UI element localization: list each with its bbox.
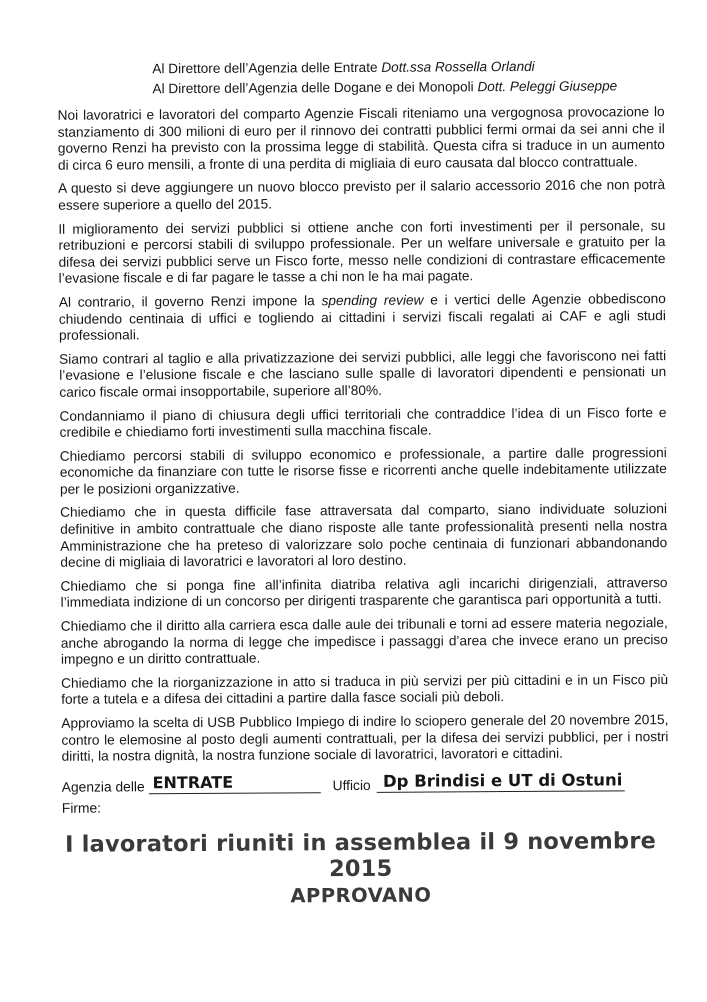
- spending-review-term: spending review: [321, 292, 424, 309]
- office-label: Ufficio: [332, 777, 371, 793]
- banner-approvano: APPROVANO: [290, 883, 432, 908]
- paragraph-diritto-carriera: Chiediamo che il diritto alla carriera esca dalle aule dei tribunali e torni ad essere materia negoziale, anche abrogando la norma di legge che impedisce i passaggi d’area che invece erano un preciso impegno e un diritto contrattuale.: [60, 615, 668, 668]
- addressee-dogane: [152, 76, 664, 99]
- office-field[interactable]: Dp Brindisi e UT di Ostuni: [377, 771, 625, 793]
- addressee-dogane-title: Al Direttore dell’Agenzia delle Dogane e dei Monopoli: [152, 79, 478, 97]
- paragraph-soluzioni-contrattuali: Chiediamo che in questa difficile fase attraversata dal comparto, siano individuate soluzioni definitive in ambito contrattuale che diano risposte alle tante professionalità presenti nella nostra Amministrazione che ha preteso di valorizzare solo poche centinaia di funzionari abbandonando decine di migliaia di lavoratrici e lavoratori al loro destino.: [60, 501, 668, 571]
- paragraph-spending-review: [59, 291, 666, 344]
- spending-review-post: e i vertici delle Agenzie obbediscono chiudendo centinaia di uffici e togliendo ai cittadini i servizi fiscali regalati ai CAF e agli studi professionali.: [58, 291, 666, 343]
- spending-review-pre: Al contrario, il governo Renzi impone la: [58, 293, 322, 310]
- addressee-entrate-title: Al Direttore dell’Agenzia delle Entrate: [152, 59, 382, 77]
- paragraph-sciopero-generale: Approviamo la scelta di USB Pubblico Impiego di indire lo sciopero generale del 20 novembre 2015, contro le elemosine al posto degli aumenti contrattuali, per la difesa dei servizi pubblici, per i nostri diritti, la nostra dignità, la nostra funzione sociale di lavoratrici, lavoratori e cittadini.: [61, 712, 669, 764]
- approval-banner: [52, 828, 669, 909]
- paragraph-chiusura-uffici: Condanniamo il piano di chiusura degli uffici territoriali che contraddice l’idea di un Fisco forte e credibile e chiediamo forti investimenti sulla macchina fiscale.: [59, 404, 667, 440]
- paragraph-provocazione: Noi lavoratrici e lavoratori del comparto Agenzie Fiscali riteniamo una vergognosa provocazione lo stanziamento di 300 milioni di euro per il rinnovo dei contratti pubblici fermi ormai da sei anni che il governo Renzi ha previsto con la prossima legge di stabilità. Questa cifra si traduce in un aumento di circa 6 euro mensili, a fronte di una perdita di migliaia di euro causata dal blocco contrattuale.: [57, 104, 665, 173]
- agency-field[interactable]: ENTRATE: [149, 773, 321, 794]
- paragraph-salario-accessorio: A questo si deve aggiungere un nuovo blocco previsto per il salario accessorio 2016 che non potrà essere superiore a quello del 2015.: [58, 177, 666, 213]
- paragraph-sviluppo-professionale: Chiediamo percorsi stabili di sviluppo economico e professionale, a partire dalle progressioni economiche da finanziare con tutte le risorse fisse e ricorrenti anche quelle indebitamente utilizzate per le posizioni organizzative.: [59, 444, 667, 497]
- addressees-block: [152, 56, 664, 99]
- addressee-dogane-name: Dott. Peleggi Giuseppe: [477, 78, 618, 95]
- agency-label: Agenzia delle: [61, 779, 145, 795]
- paragraph-servizi-pubblici: Il miglioramento dei servizi pubblici si ottiene anche con forti investimenti per il personale, su retribuzioni e percorsi stabili di sviluppo professionale. Per un welfare universale e gratuito per la difesa dei servizi pubblici serve un Fisco forte, messo nelle condizioni di contrastare efficacemente l’evasione fiscale e di far pagare le tasse a chi non le ha mai pagate.: [58, 217, 666, 287]
- signatures-label: Firme:: [61, 800, 102, 816]
- paragraph-incarichi-dirigenziali: Chiediamo che si ponga fine all’infinita diatriba relativa agli incarichi dirigenziali, attraverso l’immediata indizione di un concorso per dirigenti trasparente che garantisca pari opportunità a tutti.: [60, 574, 668, 611]
- banner-assembly-line: I lavoratori riuniti in assemblea il 9 novembre 2015: [65, 827, 657, 882]
- paragraph-riorganizzazione: Chiediamo che la riorganizzazione in atto si traduca in più servizi per più cittadini e in un Fisco più forte a tutela e a difesa dei cittadini a partire dalla fasce sociali più deboli.: [61, 671, 669, 708]
- signature-row: [62, 769, 669, 795]
- paragraph-privatizzazione: Siamo contrari al taglio e alla privatizzazione dei servizi pubblici, alle leggi che favoriscono nei fatti l’evasione e l’elusione fiscale e che lasciano sulle spalle di lavoratori dipendenti e pensionati un carico fiscale ormai insopportabile, superiore all’80%.: [59, 347, 667, 400]
- addressee-entrate-name: Dott.ssa Rossella Orlandi: [381, 58, 535, 75]
